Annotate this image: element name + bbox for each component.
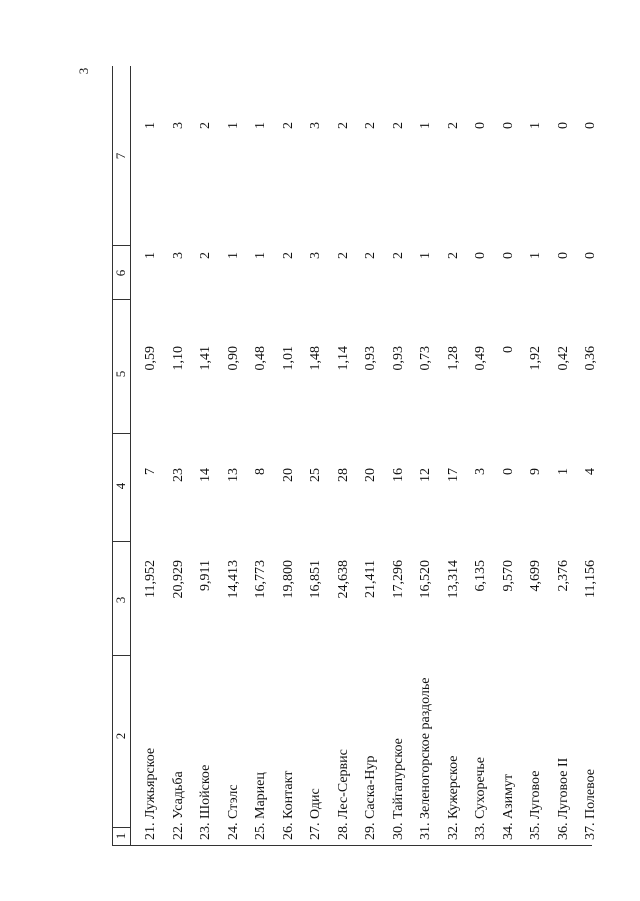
- value-col-7: 2: [445, 122, 461, 129]
- org-name: 23. Шойское: [198, 764, 213, 840]
- table-row: [468, 66, 494, 846]
- value-col-3: 14,413: [225, 560, 241, 599]
- value-col-7: 1: [225, 122, 241, 129]
- col-divider-2: [112, 655, 130, 656]
- value-col-6: 3: [308, 252, 323, 259]
- value-col-7: 2: [363, 122, 378, 129]
- value-col-4: 1: [555, 468, 571, 475]
- col-divider-3: [112, 541, 130, 542]
- value-col-5: 0,93: [363, 346, 378, 371]
- value-col-6: 1: [253, 252, 268, 259]
- value-col-4: 16: [390, 468, 406, 482]
- value-col-4: 8: [253, 468, 268, 475]
- value-col-3: 17,296: [390, 560, 406, 599]
- value-col-5: 1,10: [170, 346, 186, 371]
- value-col-5: 1,48: [308, 346, 323, 371]
- value-col-3: 16,851: [308, 560, 323, 599]
- org-name: 31. Зеленогорское раздолье: [418, 677, 433, 840]
- value-col-5: 0,73: [418, 346, 433, 371]
- org-name: 30. Тайгапурское: [390, 738, 406, 840]
- table-row: [193, 66, 219, 846]
- org-name: 28. Лес-Сервис: [335, 749, 351, 840]
- org-name: 37. Полевое: [583, 768, 598, 840]
- value-col-5: 0,42: [555, 346, 571, 371]
- value-col-4: 20: [363, 468, 378, 482]
- table-row: [221, 66, 247, 846]
- value-col-6: 1: [143, 252, 158, 259]
- table-row: [578, 66, 604, 846]
- value-col-6: 2: [363, 252, 378, 259]
- value-col-3: 11,156: [583, 560, 598, 598]
- table-row: [276, 66, 302, 846]
- value-col-7: 0: [500, 122, 516, 129]
- value-col-7: 2: [280, 122, 296, 129]
- value-col-5: 0,36: [583, 346, 598, 371]
- table-row: [331, 66, 357, 846]
- value-col-5: 0: [500, 346, 516, 353]
- org-name: 21. Лужьярское: [143, 747, 158, 840]
- value-col-7: 1: [528, 122, 543, 129]
- value-col-6: 0: [583, 252, 598, 259]
- value-col-5: 1,92: [528, 346, 543, 371]
- value-col-6: 2: [198, 252, 213, 259]
- org-name: 22. Усадьба: [170, 771, 186, 840]
- value-col-3: 2,376: [555, 560, 571, 592]
- value-col-5: 0,49: [473, 346, 488, 371]
- value-col-6: 0: [473, 252, 488, 259]
- value-col-3: 16,520: [418, 560, 433, 599]
- header-col-7: 7: [113, 152, 128, 160]
- org-name: 29. Саска-Нур: [363, 755, 378, 840]
- col-divider-6: [112, 245, 130, 246]
- value-col-6: 0: [500, 252, 516, 259]
- header-bottom-border: [130, 66, 131, 846]
- value-col-4: 9: [528, 468, 543, 475]
- table-row: [166, 66, 192, 846]
- value-col-7: 0: [583, 122, 598, 129]
- value-col-5: 0,48: [253, 346, 268, 371]
- value-col-4: 14: [198, 468, 213, 482]
- value-col-4: 13: [225, 468, 241, 482]
- table-row: [138, 66, 164, 846]
- value-col-5: 0,59: [143, 346, 158, 371]
- org-name: 26. Контакт: [280, 770, 296, 840]
- value-col-7: 3: [308, 122, 323, 129]
- org-name: 34. Азимут: [500, 773, 516, 840]
- value-col-3: 4,699: [528, 560, 543, 592]
- value-col-4: 7: [143, 468, 158, 475]
- table-row: [441, 66, 467, 846]
- value-col-7: 0: [555, 122, 571, 129]
- value-col-4: 4: [583, 468, 598, 475]
- value-col-4: 25: [308, 468, 323, 482]
- org-name: 35. Луговое: [528, 770, 543, 840]
- col-divider-4: [112, 433, 130, 434]
- header-col-1: 1: [113, 832, 128, 840]
- value-col-3: 19,800: [280, 560, 296, 599]
- value-col-4: 17: [445, 468, 461, 482]
- value-col-6: 1: [528, 252, 543, 259]
- header-col-2: 2: [113, 732, 128, 740]
- value-col-6: 2: [390, 252, 406, 259]
- value-col-5: 1,01: [280, 346, 296, 371]
- org-name: 32. Кужерское: [445, 755, 461, 840]
- value-col-4: 3: [473, 468, 488, 475]
- value-col-4: 12: [418, 468, 433, 482]
- value-col-6: 2: [280, 252, 296, 259]
- value-col-3: 11,952: [143, 560, 158, 598]
- org-name: 36. Луговое II: [555, 757, 571, 840]
- col-divider-5: [112, 299, 130, 300]
- header-col-3: 3: [113, 596, 128, 604]
- value-col-4: 28: [335, 468, 351, 482]
- value-col-7: 1: [253, 122, 268, 129]
- value-col-7: 2: [198, 122, 213, 129]
- value-col-7: 0: [473, 122, 488, 129]
- table-row: [413, 66, 439, 846]
- value-col-4: 23: [170, 468, 186, 482]
- value-col-6: 0: [555, 252, 571, 259]
- value-col-5: 0,90: [225, 346, 241, 371]
- value-col-5: 1,14: [335, 346, 351, 371]
- value-col-6: 2: [445, 252, 461, 259]
- value-col-5: 1,41: [198, 346, 213, 371]
- value-col-5: 1,28: [445, 346, 461, 371]
- org-name: 27. Одис: [308, 788, 323, 840]
- value-col-3: 6,135: [473, 560, 488, 592]
- table-row: [496, 66, 522, 846]
- org-name: 33. Сухоречье: [473, 757, 488, 840]
- table-row: [551, 66, 577, 846]
- value-col-3: 9,911: [198, 560, 213, 591]
- value-col-3: 16,773: [253, 560, 268, 599]
- value-col-3: 21,411: [363, 560, 378, 598]
- value-col-7: 1: [418, 122, 433, 129]
- rotated-table: [112, 66, 598, 846]
- header-col-5: 5: [113, 370, 128, 378]
- org-name: 24. Стэлс: [225, 784, 241, 840]
- value-col-4: 20: [280, 468, 296, 482]
- value-col-3: 20,929: [170, 560, 186, 599]
- table-row: [358, 66, 384, 846]
- value-col-6: 1: [418, 252, 433, 259]
- value-col-3: 13,314: [445, 560, 461, 599]
- page-number: 3: [76, 67, 91, 75]
- value-col-7: 2: [390, 122, 406, 129]
- header-col-6: 6: [113, 269, 128, 277]
- table-row: [248, 66, 274, 846]
- value-col-5: 0,93: [390, 346, 406, 371]
- header-col-4: 4: [113, 482, 128, 490]
- value-col-6: 3: [170, 252, 186, 259]
- value-col-6: 2: [335, 252, 351, 259]
- table-row: [523, 66, 549, 846]
- value-col-3: 9,570: [500, 560, 516, 592]
- value-col-7: 3: [170, 122, 186, 129]
- value-col-6: 1: [225, 252, 241, 259]
- table-row: [386, 66, 412, 846]
- value-col-3: 24,638: [335, 560, 351, 599]
- value-col-7: 1: [143, 122, 158, 129]
- value-col-7: 2: [335, 122, 351, 129]
- value-col-4: 0: [500, 468, 516, 475]
- org-name: 25. Мариец: [253, 772, 268, 840]
- table-row: [303, 66, 329, 846]
